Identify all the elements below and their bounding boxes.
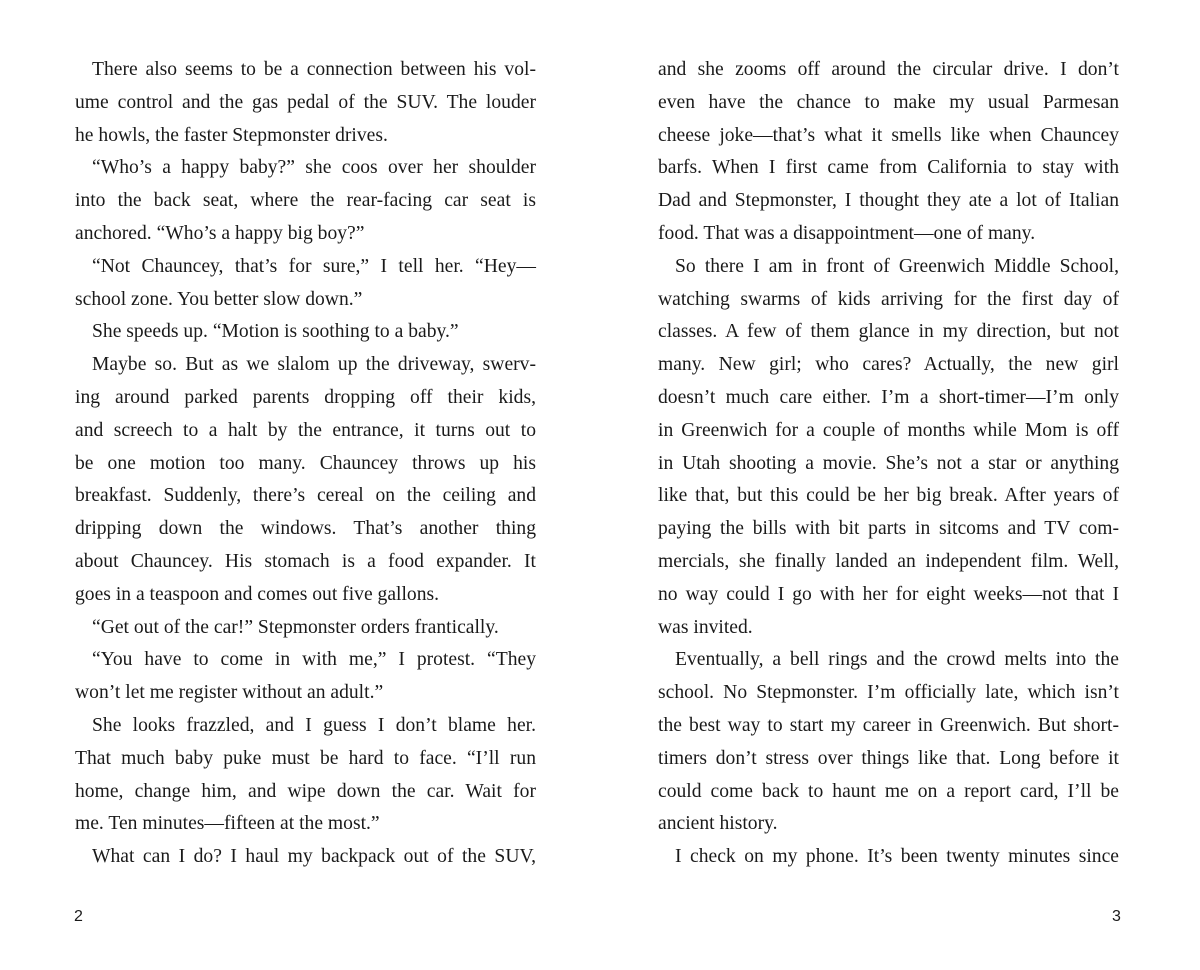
text-line: I check on my phone. It’s been twenty minutes since bbox=[675, 846, 1119, 868]
text-line: She looks frazzled, and I guess I don’t blame her. bbox=[92, 714, 536, 736]
text-line: no way could I go with her for eight weeks—not that I bbox=[658, 583, 1119, 605]
text-line: paying the bills with bit parts in sitcoms and TV com- bbox=[658, 518, 1119, 540]
text-line: could come back to haunt me on a report card, I’ll be bbox=[658, 780, 1119, 802]
text-line: the best way to start my career in Greenwich. But short- bbox=[658, 714, 1119, 736]
text-line: Dad and Stepmonster, I thought they ate a lot of Italian bbox=[658, 190, 1119, 212]
text-line: Maybe so. But as we slalom up the driveway, swerv- bbox=[92, 354, 536, 376]
text-line: won’t let me register without an adult.” bbox=[75, 682, 384, 704]
text-line: barfs. When I first came from California to stay with bbox=[658, 157, 1119, 179]
text-line: mercials, she finally landed an independent film. Well, bbox=[658, 550, 1119, 572]
text-line: school. No Stepmonster. I’m officially late, which isn’t bbox=[658, 682, 1119, 704]
text-line: “You have to come in with me,” I protest. “They bbox=[92, 649, 536, 671]
text-line: in Greenwich for a couple of months while Mom is off bbox=[658, 419, 1119, 441]
text-line: food. That was a disappointment—one of many. bbox=[658, 222, 1036, 244]
text-line: anchored. “Who’s a happy big boy?” bbox=[75, 222, 365, 244]
text-line: and screech to a halt by the entrance, it turns out to bbox=[75, 419, 536, 441]
text-line: “Who’s a happy baby?” she coos over her shoulder bbox=[92, 157, 536, 179]
text-line: into the back seat, where the rear-facing car seat is bbox=[75, 190, 536, 212]
text-line: was invited. bbox=[658, 616, 753, 638]
text-line: That much baby puke must be hard to face. “I’ll run bbox=[75, 747, 536, 769]
text-line: even have the chance to make my usual Parmesan bbox=[658, 91, 1119, 113]
left-page-text bbox=[75, 54, 536, 874]
text-line: in Utah shooting a movie. She’s not a star or anything bbox=[658, 452, 1119, 474]
text-line: dripping down the windows. That’s another thing bbox=[75, 518, 536, 540]
text-line: like that, but this could be her big break. After years of bbox=[658, 485, 1119, 507]
text-line: breakfast. Suddenly, there’s cereal on the ceiling and bbox=[75, 485, 536, 507]
text-line: There also seems to be a connection between his vol- bbox=[92, 59, 536, 80]
text-line: Eventually, a bell rings and the crowd melts into the bbox=[675, 649, 1119, 671]
page-number-right: 3 bbox=[1112, 908, 1121, 925]
text-line: watching swarms of kids arriving for the first day of bbox=[658, 288, 1119, 310]
text-line: home, change him, and wipe down the car. Wait for bbox=[75, 780, 536, 802]
text-line: about Chauncey. His stomach is a food expander. It bbox=[75, 550, 536, 572]
text-line: me. Ten minutes—fifteen at the most.” bbox=[75, 813, 380, 835]
text-line: be one motion too many. Chauncey throws up his bbox=[75, 452, 536, 474]
text-line: he howls, the faster Stepmonster drives. bbox=[75, 124, 388, 146]
text-line: She speeds up. “Motion is soothing to a baby.” bbox=[92, 321, 459, 343]
text-line: timers don’t stress over things like that. Long before it bbox=[658, 747, 1119, 769]
text-line: “Get out of the car!” Stepmonster orders frantically. bbox=[92, 616, 499, 638]
text-line: ing around parked parents dropping off their kids, bbox=[75, 386, 536, 408]
text-line: and she zooms off around the circular drive. I don’t bbox=[658, 59, 1119, 80]
page-number-left: 2 bbox=[74, 908, 83, 925]
text-line: classes. A few of them glance in my direction, but not bbox=[658, 321, 1119, 343]
text-line: goes in a teaspoon and comes out five gallons. bbox=[75, 583, 440, 605]
text-line: What can I do? I haul my backpack out of the SUV, bbox=[92, 846, 536, 868]
text-line: So there I am in front of Greenwich Middle School, bbox=[675, 255, 1119, 277]
text-line: doesn’t much care either. I’m a short-timer—I’m only bbox=[658, 386, 1119, 408]
text-line: school zone. You better slow down.” bbox=[75, 288, 363, 310]
text-line: ancient history. bbox=[658, 813, 778, 835]
text-line: “Not Chauncey, that’s for sure,” I tell her. “Hey— bbox=[92, 255, 536, 277]
text-line: ume control and the gas pedal of the SUV. The louder bbox=[75, 91, 536, 113]
right-page-text bbox=[658, 54, 1119, 874]
text-line: many. New girl; who cares? Actually, the new girl bbox=[658, 354, 1119, 376]
text-line: cheese joke—that’s what it smells like when Chauncey bbox=[658, 124, 1119, 146]
